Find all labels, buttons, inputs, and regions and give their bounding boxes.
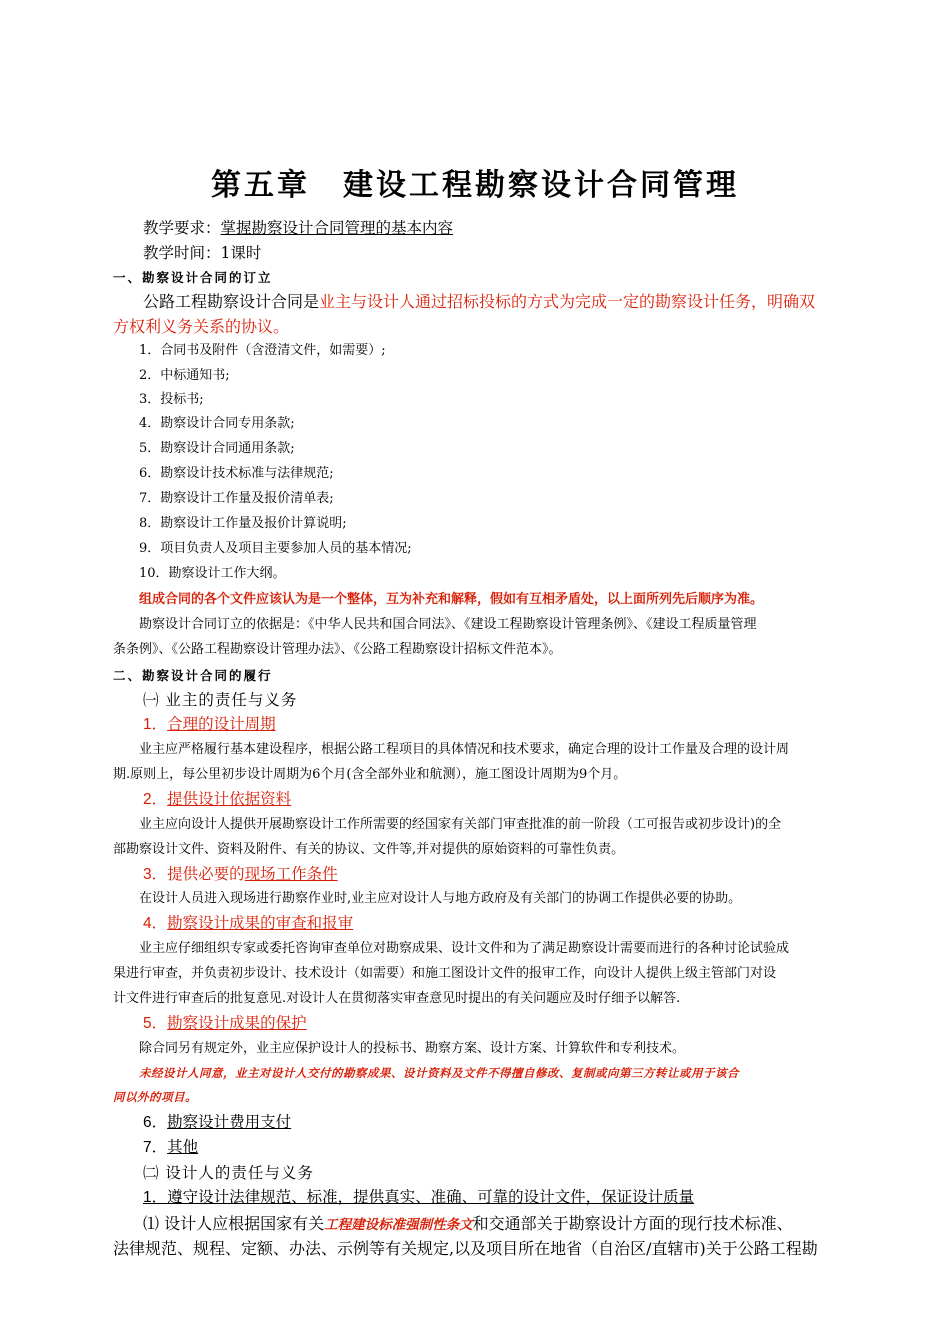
item-number: 1．: [143, 716, 168, 733]
item-label: 现场工作条件: [244, 866, 338, 883]
owner-item-5: [143, 1015, 307, 1034]
item-number: 5．: [143, 1015, 168, 1032]
owner-item-3: [143, 866, 338, 885]
owner-item-6: [143, 1114, 291, 1133]
item-label: 勘察设计费用支付: [167, 1114, 292, 1131]
section-heading-1: 一、勘察设计合同的订立: [113, 270, 273, 285]
list-item: 6．勘察设计技术标准与法律规范;: [139, 466, 334, 481]
owner-item-1: [143, 716, 276, 735]
list-item: 10．勘察设计工作大纲。: [139, 566, 286, 581]
teaching-requirement: [143, 219, 453, 238]
designer-item-1-text-1: [143, 1214, 793, 1233]
intro-line-1: [143, 292, 815, 311]
owner-item-7: [143, 1139, 198, 1158]
teaching-requirement-value: 掌握勘察设计合同管理的基本内容: [220, 219, 454, 237]
owner-item-4-text-1: 业主应仔细组织专家或委托咨询审查单位对勘察成果、设计文件和为了满足勘察设计需要而进行的各种讨论试验成: [139, 941, 790, 956]
intro-definition-red: 业主与设计人通过招标投标的方式为完成一定的勘察设计任务，明确双: [319, 292, 816, 311]
owner-item-4-text-3: 计文件进行审查后的批复意见.对设计人在贯彻落实审查意见时提出的有关问题应及时仔细予以解答.: [113, 991, 681, 1006]
list-item: 3．投标书;: [139, 392, 204, 407]
text-suffix: 和交通部关于勘察设计方面的现行技术标准、: [472, 1214, 793, 1233]
owner-item-2-text-2: 部勘察设计文件、资料及附件、有关的协议、文件等,并对提供的原始资料的可靠性负责。: [113, 842, 625, 857]
intro-line-2: 方权利义务关系的协议。: [113, 317, 290, 336]
owner-item-3-text-1: 在设计人员进入现场进行勘察作业时,业主应对设计人与地方政府及有关部门的协调工作提供必要的协助。: [139, 891, 742, 906]
owner-item-1-text-1: 业主应严格履行基本建设程序，根据公路工程项目的具体情况和技术要求，确定合理的设计工作量及合理的设计周: [139, 742, 790, 757]
intro-prefix: 公路工程勘察设计合同是: [143, 292, 320, 311]
designer-item-1: 1．遵守设计法律规范、标准，提供真实、准确、可靠的设计文件，保证设计质量: [143, 1189, 695, 1206]
owner-item-5-note-2: 同以外的项目。: [113, 1090, 197, 1104]
list-item: 1．合同书及附件（含澄清文件，如需要）;: [139, 343, 386, 358]
item-label: 其他: [167, 1139, 199, 1156]
designer-item-1-text-2: 法律规范、规程、定额、办法、示例等有关规定,以及项目所在地省（自治区/直辖市)关于公路工程勘: [113, 1239, 818, 1258]
item-number: 3．: [143, 866, 168, 883]
teaching-time: 教学时间：1课时: [143, 244, 262, 262]
item-number: 4．: [143, 915, 168, 932]
owner-item-5-text-1: 除合同另有规定外，业主应保护设计人的投标书、勘察方案、设计方案、计算软件和专利技术。: [139, 1041, 686, 1056]
basis-line-2: 条条例》、《公路工程勘察设计管理办法》、《公路工程勘察设计招标文件范本》。: [113, 642, 562, 657]
item-label: 勘察设计成果的审查和报审: [167, 915, 354, 932]
item-label: 合理的设计周期: [167, 716, 276, 733]
chapter-title: 第五章 建设工程勘察设计合同管理: [211, 168, 739, 203]
item-label: 提供设计依据资料: [167, 791, 292, 808]
list-item: 8．勘察设计工作量及报价计算说明;: [139, 516, 347, 531]
item-number: 2．: [143, 791, 168, 808]
owner-item-4: [143, 915, 353, 934]
basis-line-1: 勘察设计合同订立的依据是：《中华人民共和国合同法》、《建设工程勘察设计管理条例》、《建设工程质量管理: [139, 617, 757, 632]
list-item: 5．勘察设计合同通用条款;: [139, 441, 295, 456]
list-item: 2．中标通知书;: [139, 368, 230, 383]
owner-item-1-text-2: 期.原则上，每公里初步设计周期为6个月(含全部外业和航测），施工图设计周期为9个月。: [113, 767, 627, 782]
owner-item-2-text-1: 业主应向设计人提供开展勘察设计工作所需要的经国家有关部门审查批准的前一阶段（工可报告或初步设计)的全: [139, 817, 782, 832]
item-number: 6．: [143, 1114, 168, 1131]
priority-note: 组成合同的各个文件应该认为是一个整体，互为补充和解释，假如有互相矛盾处，以上面所列先后顺序为准。: [139, 592, 764, 607]
mandatory-standard-highlight: 工程建设标准强制性条文: [324, 1217, 473, 1233]
subsection-designer-duties: ㈡ 设计人的责任与义务: [143, 1164, 314, 1182]
list-item: 9．项目负责人及项目主要参加人员的基本情况;: [139, 541, 412, 556]
item-prefix: 提供必要的: [167, 866, 245, 883]
text-prefix: ⑴ 设计人应根据国家有关: [143, 1214, 325, 1233]
list-item: 4．勘察设计合同专用条款;: [139, 416, 295, 431]
owner-item-5-note-1: 未经设计人同意，业主对设计人交付的勘察成果、设计资料及文件不得擅自修改、复制或向第三方转让或用于该合: [139, 1066, 739, 1080]
subsection-owner-duties: ㈠ 业主的责任与义务: [143, 691, 298, 709]
teaching-requirement-label: 教学要求：: [143, 219, 221, 237]
item-number: 7．: [143, 1139, 168, 1156]
owner-item-4-text-2: 果进行审查，并负责初步设计、技术设计（如需要）和施工图设计文件的报审工作，向设计人提供上级主管部门对设: [113, 966, 777, 981]
list-item: 7．勘察设计工作量及报价清单表;: [139, 491, 334, 506]
section-heading-2: 二、勘察设计合同的履行: [113, 668, 273, 683]
item-label: 勘察设计成果的保护: [167, 1015, 307, 1032]
owner-item-2: [143, 791, 291, 810]
